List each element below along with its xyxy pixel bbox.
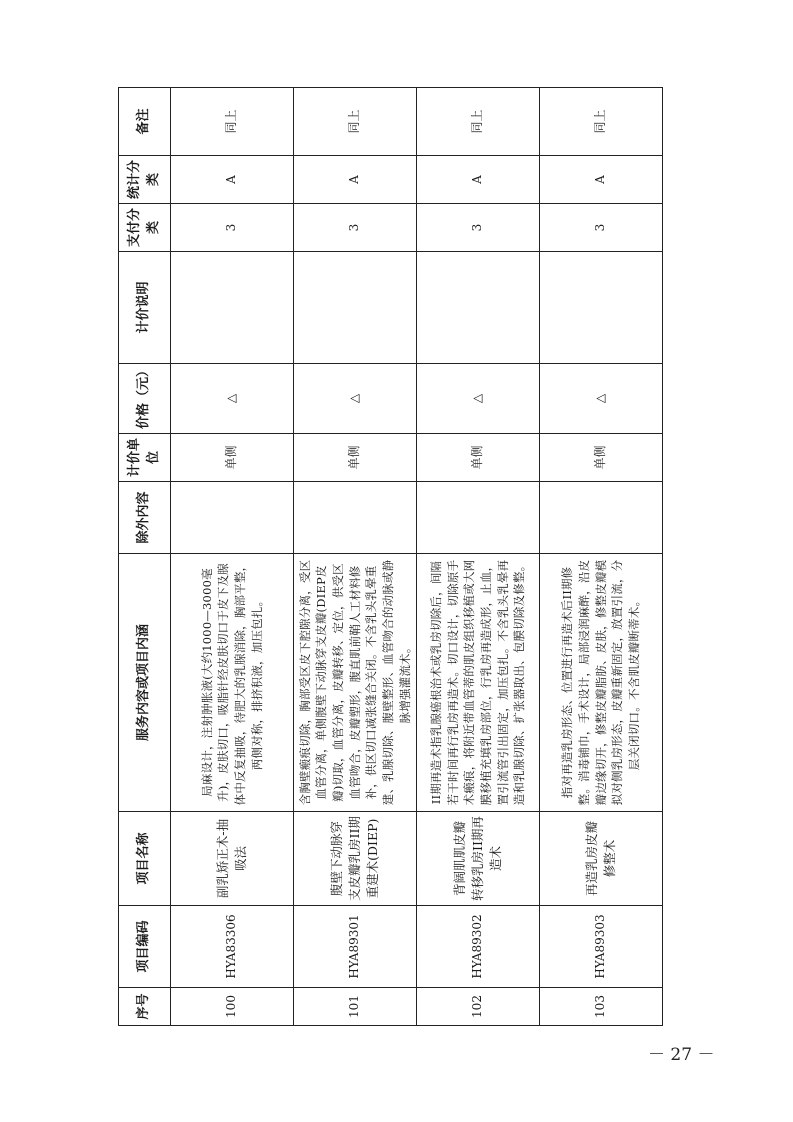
cell-price: △ [417, 364, 540, 434]
header-exclusions: 除外内容 [119, 482, 171, 554]
cell-code: HYA89301 [294, 906, 417, 988]
cell-unit: 单侧 [417, 434, 540, 482]
rotated-table-frame [118, 88, 662, 1026]
cell-pay-class: 3 [294, 204, 417, 252]
cell-price-note [171, 252, 294, 364]
cell-unit: 单侧 [294, 434, 417, 482]
cell-price-note [540, 252, 663, 364]
cell-exclusions [171, 482, 294, 554]
cell-content: 局麻设计，注射肿胀液(大约1000—3000毫升)，皮肤切口，吸脂针经皮肤切口于皮下及腺体中反复抽吸，待肥大的乳腺消除，胸部平整，两侧对称，排挤积液，加压包扎。 [171, 554, 294, 812]
cell-stat-class: A [171, 156, 294, 204]
cell-price: △ [294, 364, 417, 434]
cell-exclusions [417, 482, 540, 554]
cell-pay-class: 3 [417, 204, 540, 252]
table-row [171, 88, 294, 1026]
cell-code: HYA89302 [417, 906, 540, 988]
table-row [294, 88, 417, 1026]
header-content: 服务内容或项目内涵 [119, 554, 171, 812]
cell-price-note [294, 252, 417, 364]
header-unit: 计价单位 [119, 434, 171, 482]
cell-seq: 101 [294, 988, 417, 1026]
cell-remarks: 同上 [294, 88, 417, 156]
cell-stat-class: A [417, 156, 540, 204]
cell-unit: 单侧 [171, 434, 294, 482]
cell-price: △ [540, 364, 663, 434]
cell-seq: 100 [171, 988, 294, 1026]
cell-seq: 102 [417, 988, 540, 1026]
table-wrapper [118, 88, 662, 1026]
cell-code: HYA89303 [540, 906, 663, 988]
cell-name: 背阔肌肌皮瓣转移乳房II期再造术 [417, 812, 540, 906]
table-row [540, 88, 663, 1026]
cell-remarks: 同上 [540, 88, 663, 156]
table-row [417, 88, 540, 1026]
cell-price-note [417, 252, 540, 364]
cell-price: △ [171, 364, 294, 434]
header-seq: 序号 [119, 988, 171, 1026]
header-code: 项目编码 [119, 906, 171, 988]
cell-name: 副乳矫正术-抽吸法 [171, 812, 294, 906]
page-number: － 27 － [648, 1045, 715, 1065]
header-price-note: 计价说明 [119, 252, 171, 364]
fee-table [118, 87, 663, 1026]
cell-unit: 单侧 [540, 434, 663, 482]
cell-stat-class: A [294, 156, 417, 204]
cell-pay-class: 3 [540, 204, 663, 252]
header-name: 项目名称 [119, 812, 171, 906]
header-pay-class: 支付分类 [119, 204, 171, 252]
cell-stat-class: A [540, 156, 663, 204]
cell-seq: 103 [540, 988, 663, 1026]
cell-name: 再造乳房皮瓣修整术 [540, 812, 663, 906]
cell-pay-class: 3 [171, 204, 294, 252]
header-remarks: 备注 [119, 88, 171, 156]
cell-content: II期再造术指乳腺癌根治术或乳房切除后，间隔若干时间再行乳房再造术。切口设计，切除原手术瘢痕，将附近带血管蒂的肌皮组织移植或大网膜移植充填乳房部位，行乳房再造成形，止血，置引流管引出固定，加压包扎。不含乳头乳晕再造和乳腺切除、扩张器取出、包膜切除及修整。 [417, 554, 540, 812]
cell-content: 指对再造乳房形态、位置进行再造术后II期修整。消毒铺巾，手术设计，局部浸润麻醉，沿皮瓣边缘切开，修整皮瓣脂肪、皮肤，修整皮瓣模拟对侧乳房形态，皮瓣重新固定，放置引流，分层关闭切口。不含肌皮瓣断蒂术。 [540, 554, 663, 812]
cell-code: HYA83306 [171, 906, 294, 988]
table-header-row [119, 88, 171, 1026]
cell-exclusions [294, 482, 417, 554]
cell-remarks: 同上 [171, 88, 294, 156]
cell-remarks: 同上 [417, 88, 540, 156]
cell-exclusions [540, 482, 663, 554]
cell-content: 含胸壁瘢痕切除，胸部受区皮下腔隙分离，受区血管分离，单侧腹壁下动脉穿支皮瓣(DIEP皮瓣)切取，血管分离，皮瓣转移、定位，供受区血管吻合，皮瓣塑形，腹直肌前鞘人工材料修补，供区切口减张缝合关闭。不含乳头乳晕重建、乳腺切除、腹壁整形、血管吻合的动脉或静脉增强灌流术。 [294, 554, 417, 812]
header-price: 价格（元） [119, 364, 171, 434]
cell-name: 腹壁下动脉穿支皮瓣乳房II期重建术(DIEP) [294, 812, 417, 906]
header-stat-class: 统计分类 [119, 156, 171, 204]
